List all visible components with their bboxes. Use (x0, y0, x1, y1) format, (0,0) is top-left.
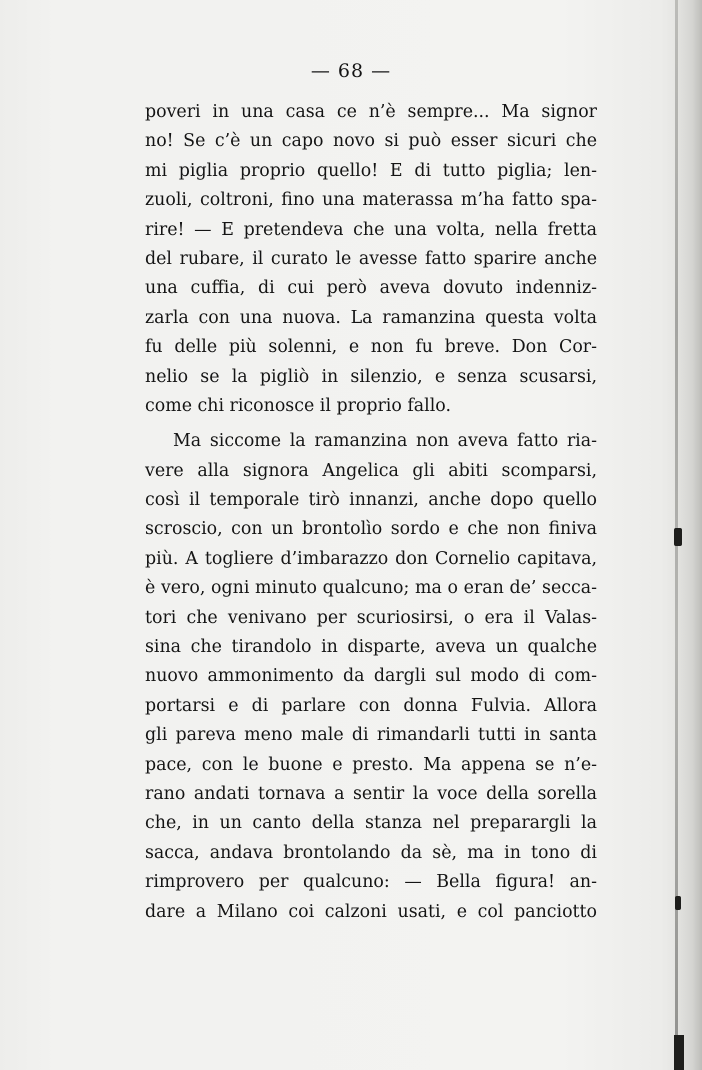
text-line: una cuffia, di cui però aveva dovuto indenniz- (145, 278, 597, 299)
text-line: poveri in una casa ce n’è sempre... Ma signor (145, 102, 597, 122)
page-number: — 68 — (310, 60, 392, 82)
text-line: è vero, ogni minuto qualcuno; ma o eran de’ secca- (145, 578, 597, 599)
text-line: scroscio, con un brontolìo sordo e che non finiva (145, 519, 597, 540)
text-line: zarla con una nuova. La ramanzina questa volta (145, 307, 597, 328)
paragraph (145, 427, 597, 927)
edge-mark (674, 528, 682, 546)
text-line: che, in un canto della stanza nel preparargli la (145, 813, 597, 834)
text-line: gli pareva meno male di rimandarli tutti in santa (145, 725, 597, 746)
text-line: fu delle più solenni, e non fu breve. Don Cor- (145, 337, 597, 358)
text-line: mi piglia proprio quello! E di tutto piglia; len- (145, 160, 597, 181)
body-text (145, 98, 597, 927)
text-line: del rubare, il curato le avesse fatto sparire anche (145, 248, 597, 269)
edge-mark (675, 896, 681, 910)
text-line: sina che tirandolo in disparte, aveva un qualche (145, 637, 597, 658)
text-line: tori che venivano per scuriosirsi, o era il Valas- (145, 607, 597, 628)
text-line: portarsi e di parlare con donna Fulvia. Allora (145, 695, 597, 716)
text-line: più. A togliere d’imbarazzo don Cornelio capitava, (145, 548, 597, 569)
text-line: così il temporale tirò innanzi, anche dopo quello (145, 490, 597, 511)
text-line: nelio se la pigliò in silenzio, e senza scusarsi, (145, 366, 597, 387)
text-line: rano andati tornava a sentir la voce della sorella (145, 783, 597, 804)
paragraph (145, 98, 597, 421)
text-line: no! Se c’è un capo novo si può esser sicuri che (145, 131, 597, 152)
text-line: vere alla signora Angelica gli abiti scomparsi, (145, 460, 597, 481)
text-line: rimprovero per qualcuno: — Bella figura! an- (145, 872, 597, 893)
text-line: rire! — E pretendeva che una volta, nella fretta (145, 219, 597, 240)
text-line: nuovo ammonimento da dargli sul modo di com- (145, 666, 597, 687)
text-line: dare a Milano coi calzoni usati, e col panciotto (145, 901, 597, 922)
text-line: Ma siccome la ramanzina non aveva fatto ria- (173, 431, 597, 452)
edge-mark (674, 1035, 684, 1070)
text-line: come chi riconosce il proprio fallo. (145, 395, 451, 416)
text-line: pace, con le buone e presto. Ma appena se n’e- (145, 754, 597, 775)
text-line: zuoli, coltroni, fino una materassa m’ha fatto spa- (145, 190, 597, 211)
text-line: sacca, andava brontolando da sè, ma in tono di (145, 842, 597, 863)
